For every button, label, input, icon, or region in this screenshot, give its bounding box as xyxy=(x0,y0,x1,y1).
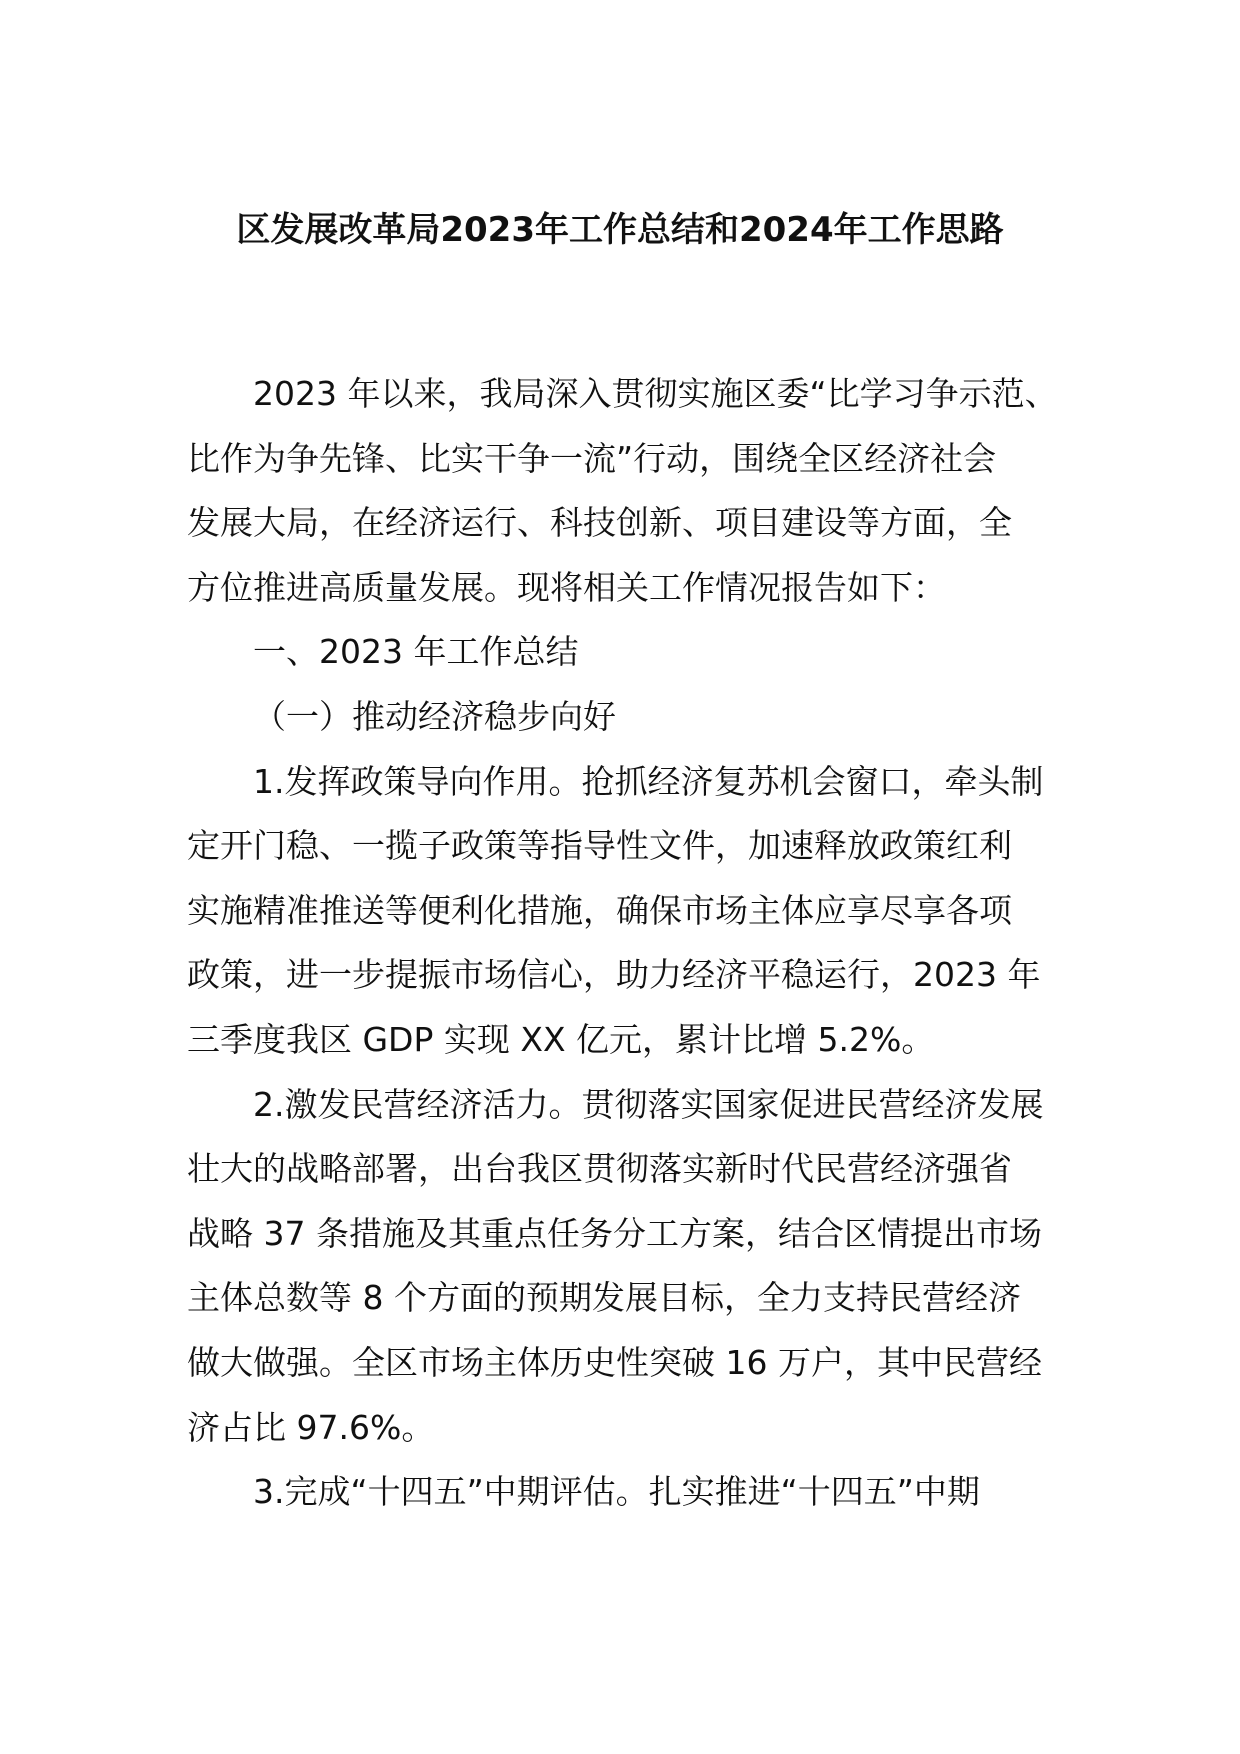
paragraph-line: 2.激发民营经济活力。贯彻落实国家促进民营经济发展 xyxy=(253,1084,1044,1124)
paragraph-line: 比作为争先锋、比实干争一流”行动，围绕全区经济社会 xyxy=(187,438,997,478)
paragraph-line: 战略 37 条措施及其重点任务分工方案，结合区情提出市场 xyxy=(187,1213,1042,1253)
paragraph-line: 1.发挥政策导向作用。抢抓经济复苏机会窗口，牵头制 xyxy=(253,761,1044,801)
paragraph-line: 做大做强。全区市场主体历史性突破 16 万户，其中民营经 xyxy=(187,1342,1042,1382)
paragraph-line: 定开门稳、一揽子政策等指导性文件，加速释放政策红利 xyxy=(187,826,1012,866)
document-body xyxy=(187,362,1067,1525)
paragraph-line: 3.完成“十四五”中期评估。扎实推进“十四五”中期 xyxy=(253,1472,980,1512)
paragraph-line: 济占比 97.6%。 xyxy=(187,1407,435,1447)
paragraph-line: 实施精准推送等便利化措施，确保市场主体应享尽享各项 xyxy=(187,890,1012,930)
paragraph-line: 主体总数等 8 个方面的预期发展目标，全力支持民营经济 xyxy=(187,1278,1021,1318)
paragraph-line: 三季度我区 GDP 实现 XX 亿元，累计比增 5.2%。 xyxy=(187,1019,935,1059)
paragraph-line: 政策，进一步提振市场信心，助力经济平稳运行，2023 年 xyxy=(187,955,1041,995)
paragraph-line: 方位推进高质量发展。现将相关工作情况报告如下： xyxy=(187,567,946,607)
paragraph-line: 发展大局，在经济运行、科技创新、项目建设等方面，全 xyxy=(187,503,1012,543)
paragraph-line: 壮大的战略部署，出台我区贯彻落实新时代民营经济强省 xyxy=(187,1149,1012,1189)
subsection-heading: （一）推动经济稳步向好 xyxy=(253,696,616,736)
section-heading: 一、2023 年工作总结 xyxy=(253,632,579,672)
paragraph-line: 2023 年以来，我局深入贯彻实施区委“比学习争示范、 xyxy=(253,374,1058,413)
document-title: 区发展改革局2023年工作总结和2024年工作思路 xyxy=(236,210,1004,250)
